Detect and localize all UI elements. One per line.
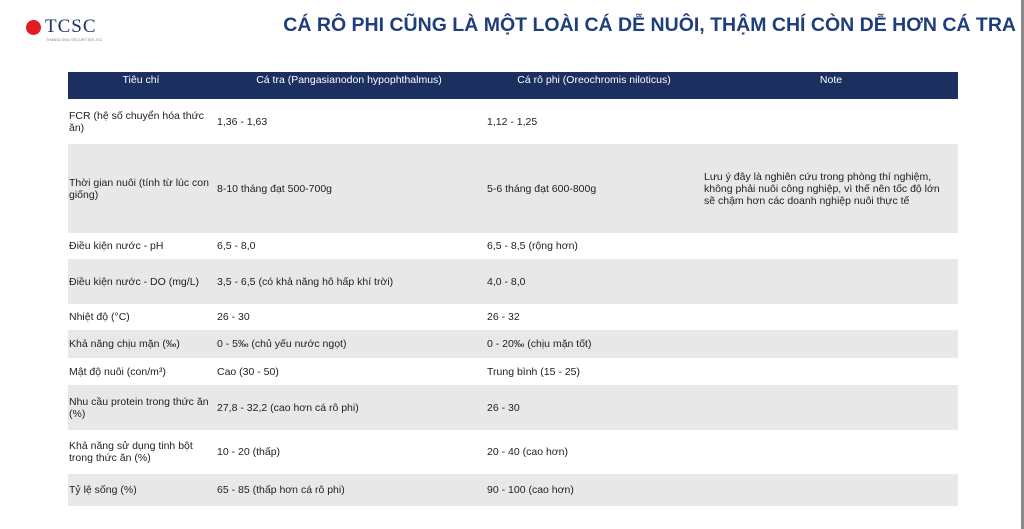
cell-pangasius: 65 - 85 (thấp hơn cá rô phi) <box>217 484 345 496</box>
table-row <box>68 144 958 233</box>
cell-tilapia: 90 - 100 (cao hơn) <box>487 484 574 496</box>
cell-pangasius: 3,5 - 6,5 (có khả năng hô hấp khí trời) <box>217 275 394 288</box>
cell-tilapia: 20 - 40 (cao hơn) <box>487 446 569 458</box>
cell-tilapia: 5-6 tháng đạt 600-800g <box>487 182 597 195</box>
cell-pangasius: 26 - 30 <box>217 311 250 323</box>
cell-pangasius: 27,8 - 32,2 (cao hơn cá rô phi) <box>217 401 359 414</box>
cell-criterion: Mật độ nuôi (con/m³) <box>69 365 166 378</box>
cell-tilapia: 4,0 - 8,0 <box>487 275 526 288</box>
cell-criterion: FCR (hệ số chuyển hóa thức ăn) <box>69 109 204 134</box>
cell-criterion: Nhiệt độ (°C) <box>69 311 130 323</box>
header-note: Note <box>819 74 843 86</box>
table-header <box>68 72 958 99</box>
table-row <box>68 330 958 358</box>
cell-pangasius: 6,5 - 8,0 <box>217 240 256 252</box>
cell-tilapia: 6,5 - 8,5 (rộng hơn) <box>487 240 578 252</box>
cell-tilapia: 0 - 20‰ (chịu mặn tốt) <box>487 338 592 350</box>
cell-pangasius: 0 - 5‰ (chủ yếu nước ngọt) <box>217 338 347 350</box>
comparison-table <box>68 72 958 506</box>
cell-tilapia: 26 - 30 <box>487 401 520 414</box>
table-row <box>68 430 958 474</box>
cell-criterion: Điều kiện nước - pH <box>69 240 164 252</box>
table-row <box>68 474 958 506</box>
table-row <box>68 385 958 430</box>
cell-criterion: Nhu cầu protein trong thức ăn (%) <box>69 395 209 420</box>
cell-pangasius: Cao (30 - 50) <box>217 365 279 378</box>
cell-pangasius: 10 - 20 (thấp) <box>217 446 281 458</box>
cell-criterion: Khả năng sử dụng tinh bột trong thức ăn (%) <box>69 440 193 464</box>
cell-pangasius: 1,36 - 1,63 <box>217 115 268 128</box>
logo-text: TCSC <box>45 16 97 37</box>
cell-criterion: Điều kiện nước - DO (mg/L) <box>69 275 200 288</box>
table-row <box>68 233 958 259</box>
header-pangasius: Cá tra (Pangasianodon hypophthalmus) <box>256 74 442 86</box>
logo-dot-icon <box>26 20 41 35</box>
cell-criterion: Tỷ lệ sống (%) <box>69 484 137 496</box>
cell-pangasius: 8-10 tháng đạt 500-700g <box>217 182 333 195</box>
logo-subtitle: THANGLONG SECURITIES JSC <box>46 38 103 42</box>
cell-tilapia: Trung bình (15 - 25) <box>487 365 580 378</box>
table-row <box>68 259 958 304</box>
page-title: CÁ RÔ PHI CŨNG LÀ MỘT LOÀI CÁ DỄ NUÔI, THẬM CHÍ CÒN DỄ HƠN CÁ TRA <box>283 14 1016 36</box>
cell-criterion: Khả năng chịu mặn (‰) <box>69 338 180 350</box>
header-tilapia: Cá rô phi (Oreochromis niloticus) <box>517 74 671 86</box>
table-row <box>68 358 958 385</box>
header-criterion: Tiêu chí <box>122 74 160 86</box>
table-row <box>68 304 958 330</box>
cell-tilapia: 26 - 32 <box>487 311 520 323</box>
cell-note: Lưu ý đây là nghiên cứu trong phòng thí nghiệm, không phải nuôi công nghiệp, vì thế nên tốc độ lớn sẽ chậm hơn các doanh nghiệp nuôi thực tế <box>704 171 940 207</box>
cell-criterion: Thời gian nuôi (tính từ lúc con giống) <box>69 176 209 201</box>
table-row <box>68 99 958 144</box>
cell-tilapia: 1,12 - 1,25 <box>487 115 538 128</box>
